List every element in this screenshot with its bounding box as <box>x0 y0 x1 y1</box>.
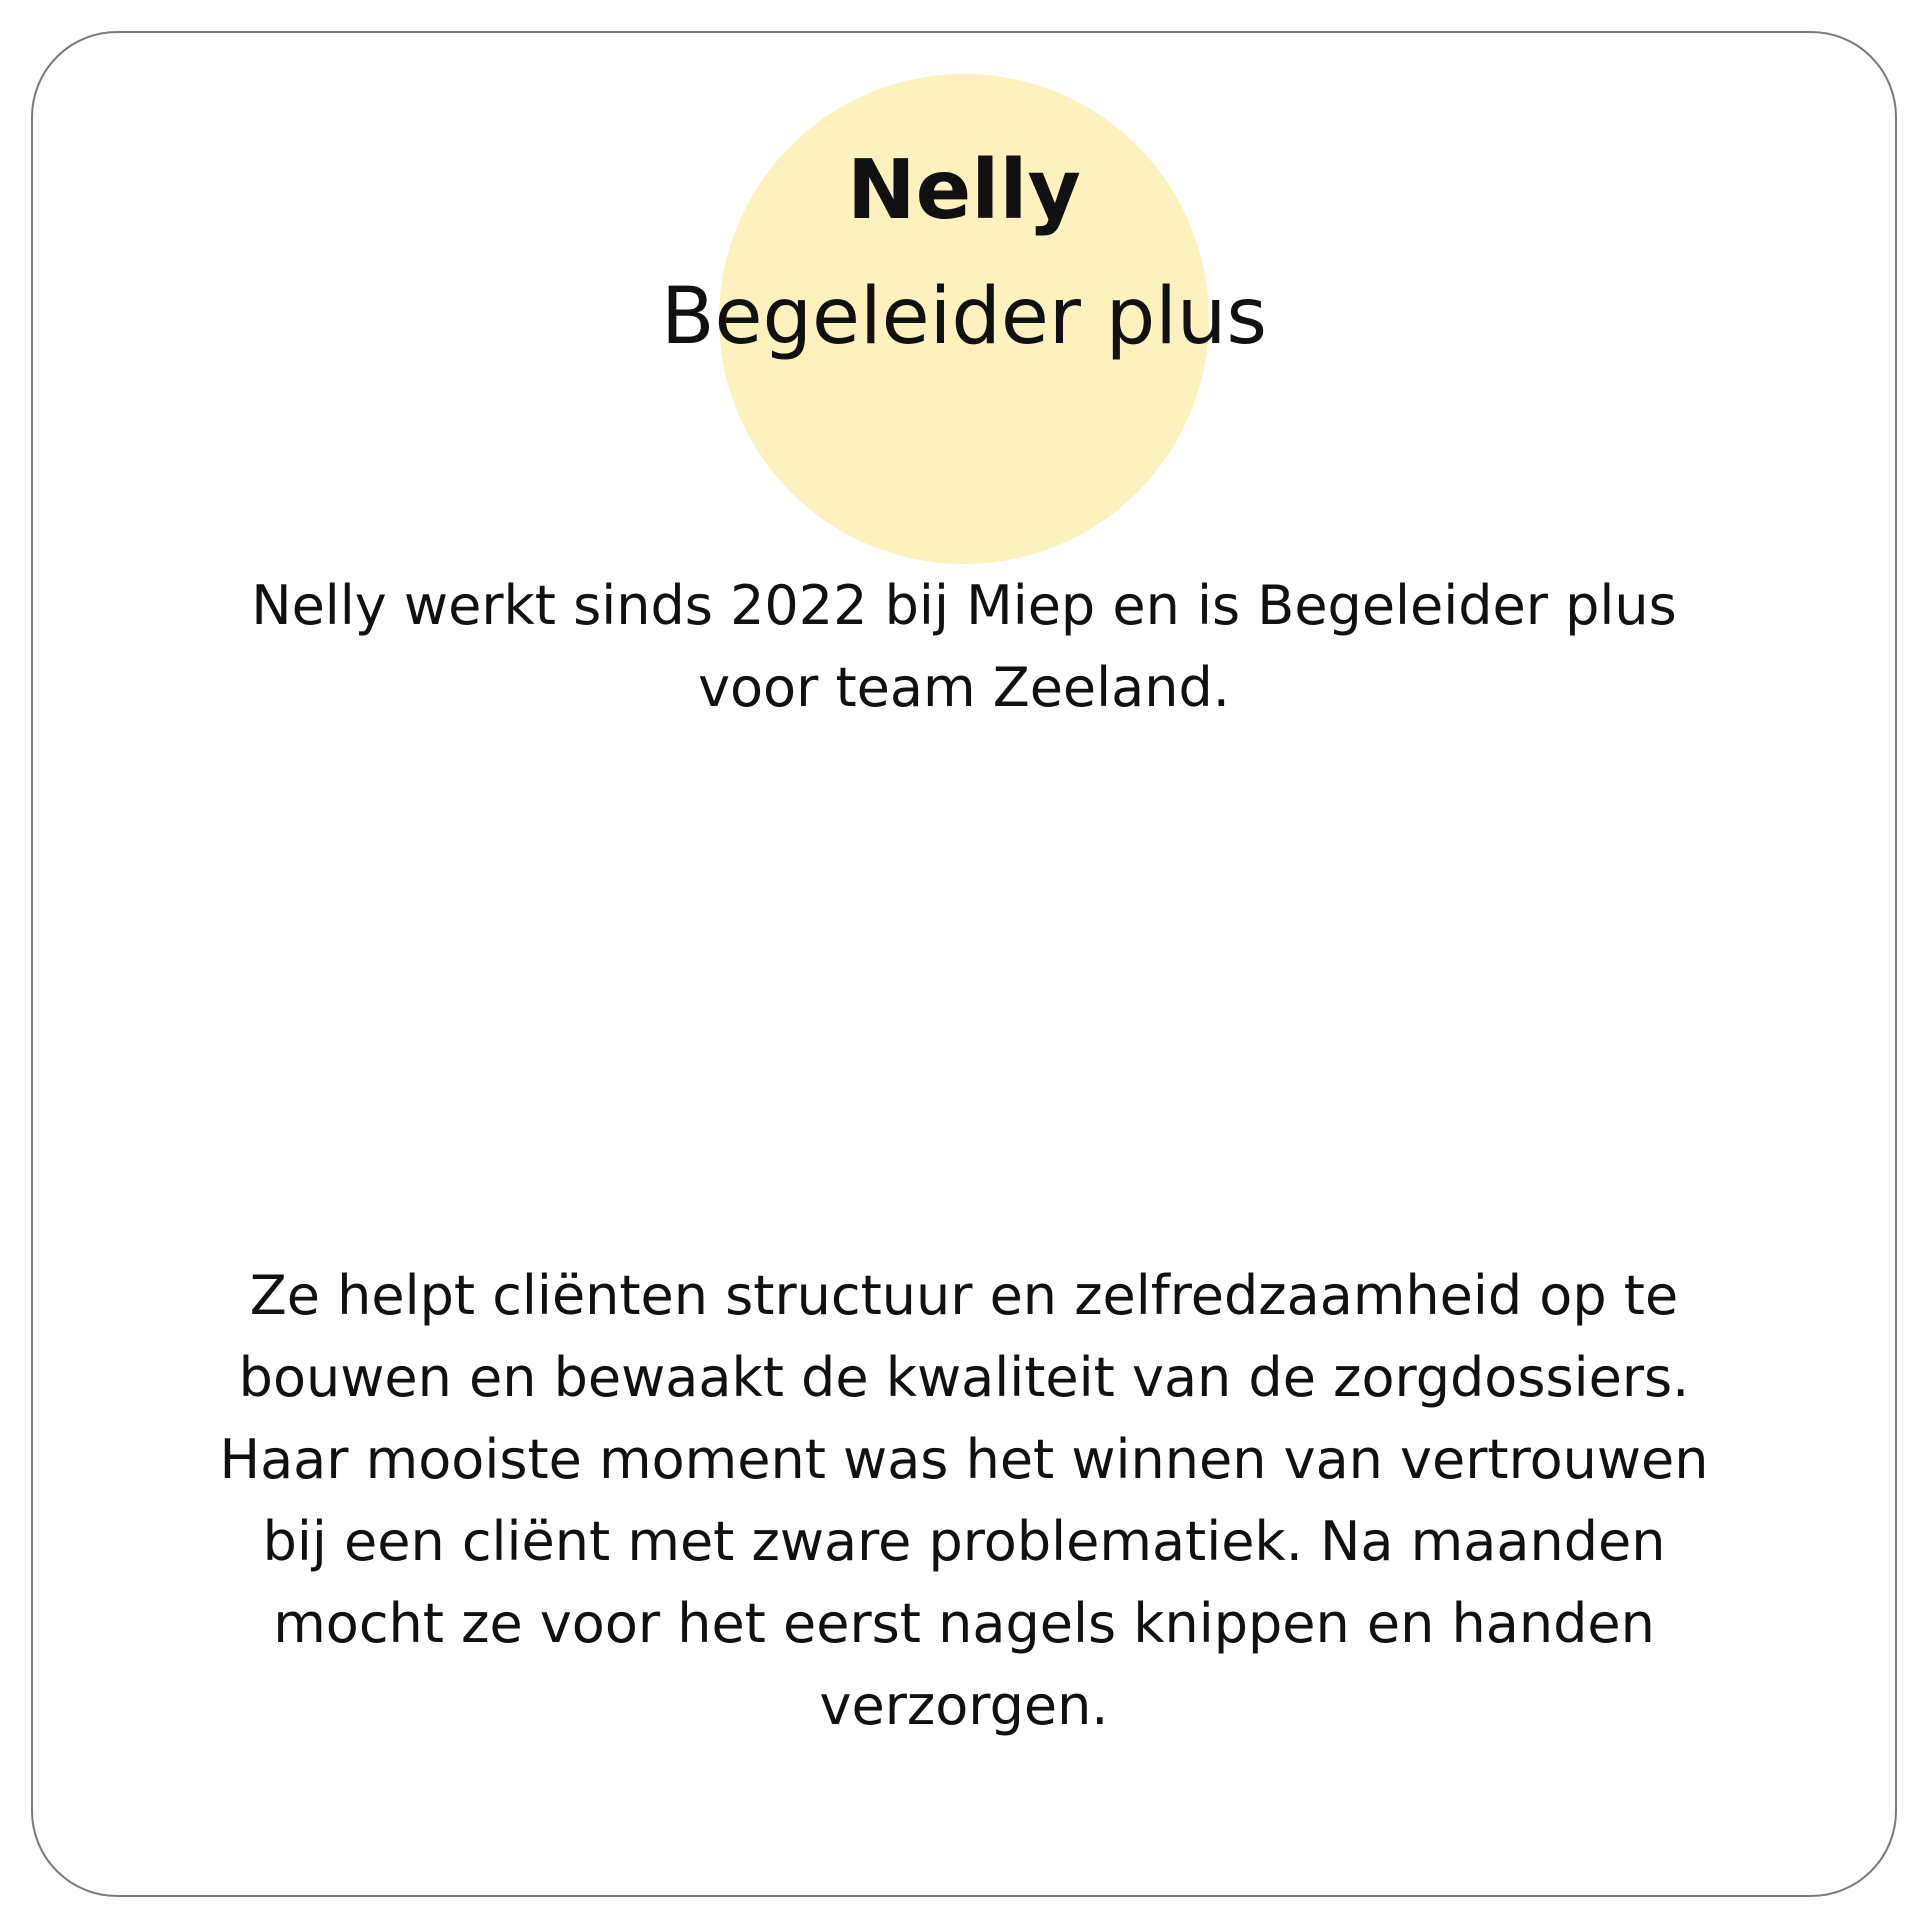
intro-paragraph: Nelly werkt sinds 2022 bij Miep en is Begeleider plus voor team Zeeland. <box>251 574 1677 719</box>
story-paragraph: Ze helpt cliënten structuur en zelfredzaamheid op te bouwen en bewaakt de kwaliteit van de zorgdossiers. Haar mooiste moment was het winnen van vertrouwen bij een cliënt met zware problematiek. Na maanden mocht ze voor het eerst nagels knippen en handen verzorgen. <box>219 1264 1709 1737</box>
profile-name: Nelly <box>847 143 1081 238</box>
profile-role: Begeleider plus <box>661 272 1267 362</box>
